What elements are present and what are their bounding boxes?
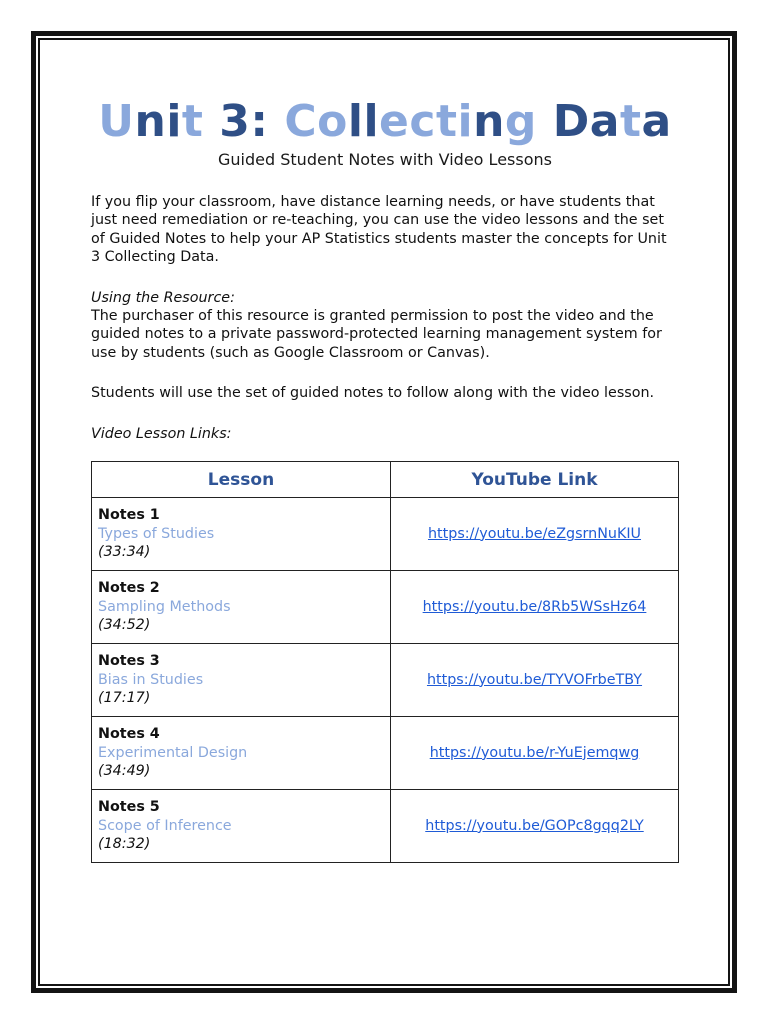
page-subtitle: Guided Student Notes with Video Lessons: [218, 150, 552, 169]
page-title: [91, 96, 679, 148]
table-row: [92, 717, 679, 790]
title-part: ni: [134, 96, 182, 147]
note-number: Notes 2: [98, 580, 160, 597]
title-part: g: [504, 96, 553, 147]
note-topic: Experimental Design: [98, 744, 248, 761]
note-topic: Sampling Methods: [98, 598, 231, 615]
video-links-table: [91, 461, 679, 863]
note-topic: Bias in Studies: [98, 671, 204, 688]
title-part: Da: [552, 96, 620, 147]
table-row: [92, 790, 679, 863]
note-number: Notes 4: [98, 726, 160, 743]
youtube-link[interactable]: https://youtu.be/eZgsrnNuKIU: [427, 525, 642, 542]
title-part: ll: [347, 96, 380, 147]
lesson-cell: [92, 498, 391, 571]
link-cell: [391, 571, 679, 644]
table-row: [92, 498, 679, 571]
note-number: Notes 3: [98, 653, 160, 670]
link-cell: [391, 790, 679, 863]
note-number: Notes 1: [98, 507, 160, 524]
link-cell: [391, 498, 679, 571]
youtube-column-header: YouTube Link: [391, 462, 679, 498]
note-duration: (34:52): [98, 617, 151, 634]
using-section: [91, 289, 679, 363]
youtube-link[interactable]: https://youtu.be/r-YuEjemqwg: [429, 744, 640, 761]
link-cell: [391, 644, 679, 717]
note-duration: (18:32): [98, 836, 151, 853]
note-duration: (34:49): [98, 763, 151, 780]
students-paragraph: Students will use the set of guided notes to follow along with the video lesson.: [91, 385, 655, 402]
table-header-row: [92, 462, 679, 498]
using-paragraph: The purchaser of this resource is granted permission to post the video and the guided notes to a private password-protected learning management system for use by students (such as Google Classroom or Canvas).: [91, 308, 662, 361]
lesson-cell: [92, 571, 391, 644]
video-links-label: Video Lesson Links:: [91, 425, 232, 442]
lesson-cell: [92, 790, 391, 863]
title-part: 3:: [203, 96, 285, 147]
youtube-link[interactable]: https://youtu.be/8Rb5WSsHz64: [422, 598, 647, 615]
note-topic: Scope of Inference: [98, 817, 232, 834]
title-part: a: [641, 96, 672, 147]
lesson-cell: [92, 644, 391, 717]
note-duration: (17:17): [98, 690, 151, 707]
note-topic: Types of Studies: [98, 525, 215, 542]
youtube-link[interactable]: https://youtu.be/GOPc8gqq2LY: [425, 817, 644, 834]
youtube-link[interactable]: https://youtu.be/TYVOFrbeTBY: [426, 671, 643, 688]
link-cell: [391, 717, 679, 790]
table-row: [92, 644, 679, 717]
title-part: Co: [284, 96, 348, 147]
using-label: Using the Resource:: [91, 289, 235, 306]
note-number: Notes 5: [98, 799, 160, 816]
document-content: [91, 96, 679, 863]
title-part: n: [473, 96, 505, 147]
title-part: ecti: [379, 96, 474, 147]
lesson-column-header: Lesson: [92, 462, 391, 498]
title-part: t: [619, 96, 642, 147]
title-part: t: [181, 96, 204, 147]
intro-paragraph: If you flip your classroom, have distance learning needs, or have students that just need remediation or re-teaching, you can use the video lessons and the set of Guided Notes to help your AP Statistics students master the concepts for Unit 3 Collecting Data.: [91, 194, 667, 266]
note-duration: (33:34): [98, 544, 151, 561]
title-part: U: [98, 96, 135, 147]
lesson-cell: [92, 717, 391, 790]
table-row: [92, 571, 679, 644]
